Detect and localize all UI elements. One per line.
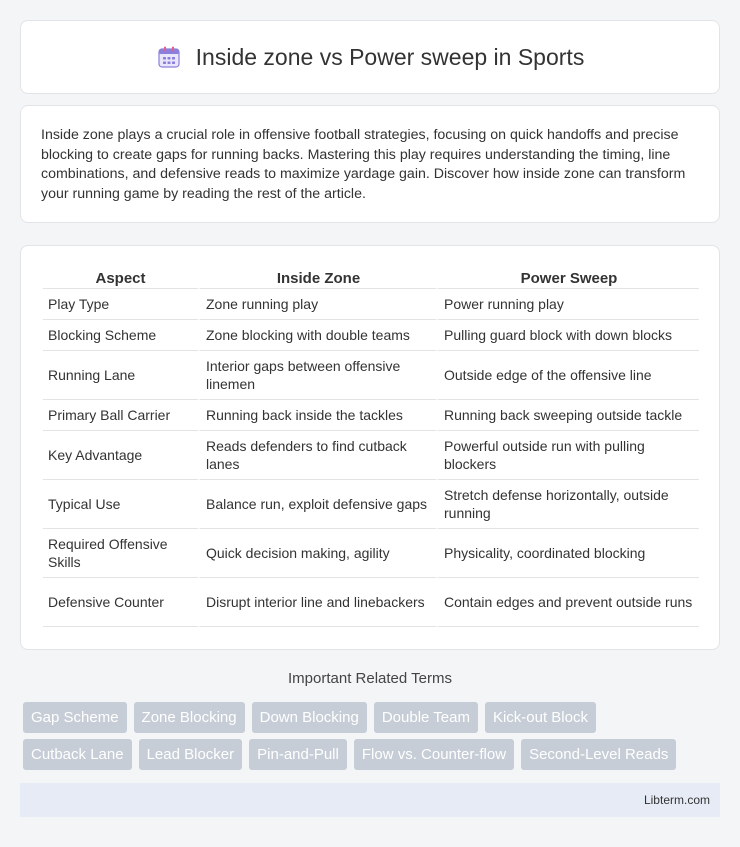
intro-text: Inside zone plays a crucial role in offensive football strategies, focusing on quick handoffs and precise blocking to create gaps for running backs. Mastering this play requires understanding the timing, line combinations, and defensive reads to maximize yardage gain. Discover how inside zone can transform your running game by reading the rest of the article. (41, 127, 686, 202)
related-terms-title: Important Related Terms (288, 670, 452, 687)
table-row (43, 431, 699, 480)
table-row (43, 320, 699, 351)
table-cell: Physicality, coordinated blocking (436, 529, 699, 578)
table-row (43, 400, 699, 431)
table-cell: Outside edge of the offensive line (436, 351, 699, 400)
table-cell: Contain edges and prevent outside runs (436, 578, 699, 627)
header-inside-zone: Inside Zone (198, 266, 436, 289)
table-cell: Stretch defense horizontally, outside running (436, 480, 699, 529)
tag-second-level-reads[interactable]: Second-Level Reads (521, 739, 676, 770)
table-row (43, 289, 699, 320)
table-cell: Primary Ball Carrier (43, 400, 198, 431)
tag-zone-blocking[interactable]: Zone Blocking (134, 702, 245, 733)
table-cell: Running back inside the tackles (198, 400, 436, 431)
table-cell: Powerful outside run with pulling blockers (436, 431, 699, 480)
tag-double-team[interactable]: Double Team (374, 702, 478, 733)
tag-cutback-lane[interactable]: Cutback Lane (23, 739, 132, 770)
table-row (43, 480, 699, 529)
table-row (43, 351, 699, 400)
table-cell: Play Type (43, 289, 198, 320)
tag-kick-out-block[interactable]: Kick-out Block (485, 702, 596, 733)
related-tags-row (23, 702, 723, 733)
table-cell: Blocking Scheme (43, 320, 198, 351)
table-cell: Quick decision making, agility (198, 529, 436, 578)
table-cell: Zone running play (198, 289, 436, 320)
table-cell: Balance run, exploit defensive gaps (198, 480, 436, 529)
table-cell: Key Advantage (43, 431, 198, 480)
table-cell: Typical Use (43, 480, 198, 529)
table-row (43, 578, 699, 627)
comparison-table-card (20, 245, 720, 650)
table-cell: Power running play (436, 289, 699, 320)
table-cell: Required Offensive Skills (43, 529, 198, 578)
title-card (20, 20, 720, 94)
table-cell: Running back sweeping outside tackle (436, 400, 699, 431)
table-cell: Interior gaps between offensive linemen (198, 351, 436, 400)
footer (20, 783, 720, 817)
header-power-sweep: Power Sweep (436, 266, 699, 289)
comparison-table (43, 266, 699, 627)
table-cell: Running Lane (43, 351, 198, 400)
tag-down-blocking[interactable]: Down Blocking (252, 702, 367, 733)
tag-pin-and-pull[interactable]: Pin-and-Pull (249, 739, 347, 770)
table-row (43, 529, 699, 578)
intro-card (20, 105, 720, 223)
table-cell: Disrupt interior line and linebackers (198, 578, 436, 627)
footer-brand-link[interactable]: Libterm.com (643, 793, 710, 807)
table-cell: Pulling guard block with down blocks (436, 320, 699, 351)
page-title: Inside zone vs Power sweep in Sports (195, 43, 585, 70)
table-cell: Defensive Counter (43, 578, 198, 627)
table-cell: Reads defenders to find cutback lanes (198, 431, 436, 480)
tag-gap-scheme[interactable]: Gap Scheme (23, 702, 127, 733)
tag-flow-vs-counter-flow[interactable]: Flow vs. Counter-flow (354, 739, 514, 770)
related-tags-row (23, 739, 723, 770)
calendar-icon (156, 44, 182, 70)
tag-lead-blocker[interactable]: Lead Blocker (139, 739, 243, 770)
table-header-row (43, 266, 699, 289)
header-aspect: Aspect (43, 266, 198, 289)
table-cell: Zone blocking with double teams (198, 320, 436, 351)
